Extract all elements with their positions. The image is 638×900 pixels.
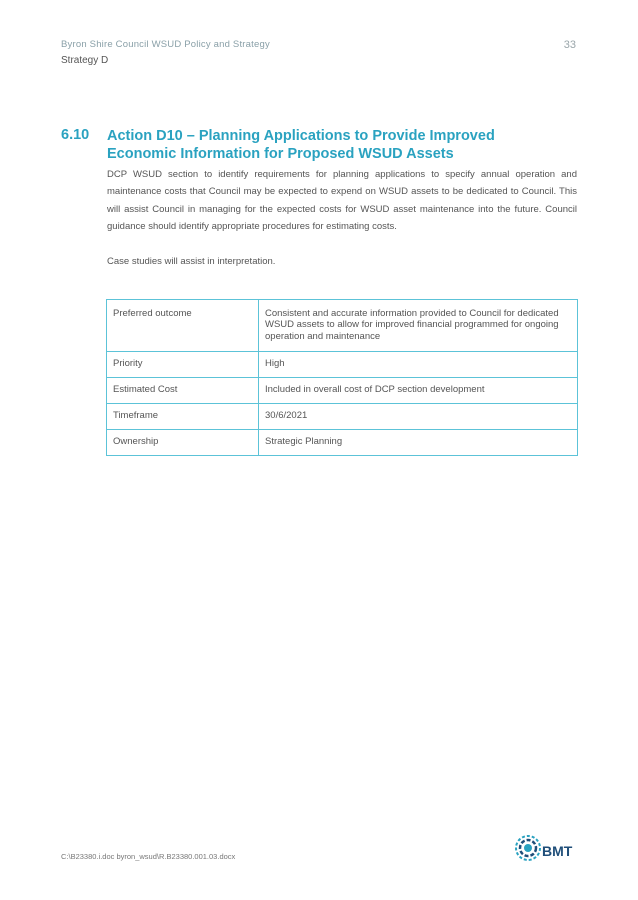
footer-file-path: C:\B23380.i.doc byron_wsud\R.B23380.001.03.docx xyxy=(61,852,236,861)
row-value: 30/6/2021 xyxy=(259,404,578,430)
row-label: Preferred outcome xyxy=(107,300,259,352)
row-value: Included in overall cost of DCP section development xyxy=(259,378,578,404)
bmt-logo-text: BMT xyxy=(542,843,573,859)
action-summary-table xyxy=(106,299,578,456)
table-row xyxy=(107,378,578,404)
header-section-label: Strategy D xyxy=(61,55,109,66)
table-row xyxy=(107,430,578,456)
header-document-title: Byron Shire Council WSUD Policy and Strategy xyxy=(61,39,270,50)
table-row xyxy=(107,404,578,430)
section-title: Action D10 – Planning Applications to Provide Improved Economic Information for Proposed WSUD Assets xyxy=(107,128,495,162)
row-value: High xyxy=(259,352,578,378)
page-number: 33 xyxy=(563,39,576,51)
body-paragraph: Case studies will assist in interpretation. xyxy=(107,256,276,267)
section-number: 6.10 xyxy=(61,127,90,143)
row-label: Estimated Cost xyxy=(107,378,259,404)
body-paragraph: DCP WSUD section to identify requirements for planning applications to specify annual operation and maintenance costs that Council may be expected to expend on WSUD assets to be dedicated to Council. This will assist Council in managing for the expected costs for WSUD asset maintenance into the future. Council guidance should identify appropriate procedures for estimating costs. xyxy=(107,169,577,232)
row-label: Timeframe xyxy=(107,404,259,430)
row-value: Consistent and accurate information provided to Council for dedicated WSUD assets to allow for improved financial programmed for ongoing operation and maintenance xyxy=(259,300,578,352)
table-row xyxy=(107,300,578,352)
table-row xyxy=(107,352,578,378)
row-label: Ownership xyxy=(107,430,259,456)
row-value: Strategic Planning xyxy=(259,430,578,456)
row-label: Priority xyxy=(107,352,259,378)
